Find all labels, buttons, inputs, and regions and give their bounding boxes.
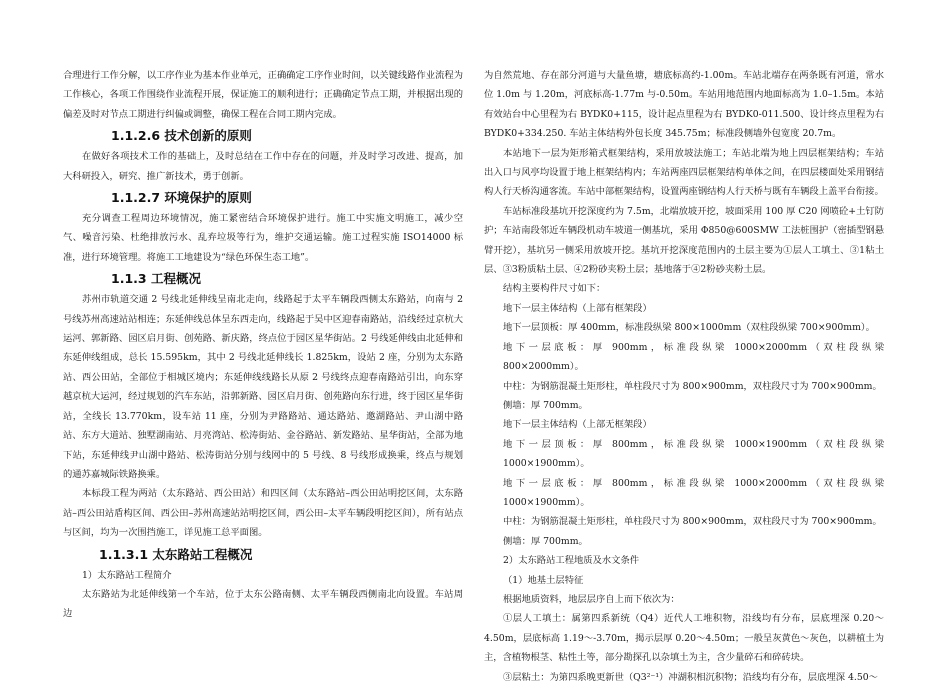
heading-innovation: 1.1.2.6 技术创新的原则 — [111, 128, 252, 144]
paragraph-dims-intro: 结构主要构件尺寸如下： — [503, 283, 606, 295]
paragraph-layer-3: ③层粘土：为第四系晚更新世（Q3²⁻¹）冲湖积相沉积物；沿线均有分布，层底埋深 4.50～ — [503, 671, 878, 683]
paragraph-intro-label: 1）太东路站工程简介 — [82, 569, 172, 581]
right-column — [484, 66, 884, 687]
paragraph-innovation: 在做好各项技术工作的基础上，及时总结在工作中存在的问题，并及时学习改进、提高，加大科研投入，研究、推广新技术，勇于创新。 — [63, 151, 463, 182]
heading-overview: 1.1.3 工程概况 — [111, 271, 201, 287]
left-column — [63, 66, 463, 624]
paragraph-geo-title: 2）太东路站工程地质及水文条件 — [503, 555, 640, 567]
paragraph-unframed-column: 中柱：为钢筋混凝土矩形柱，单柱段尺寸为 800×900mm，双柱段尺寸为 700×900mm。 — [503, 516, 882, 528]
paragraph-overview-1: 苏州市轨道交通 2 号线北延伸线呈南北走向，线路起于太平车辆段西侧太东路站，向南与 2 号线苏州高速站站相连；东延伸线总体呈东西走向，线路起于吴中区迎春南路站，沿线经过京杭大运河、郭新路、园区启月街、创苑路、新庆路，终点位于园区星华街站。2 号线延伸线由北延伸和东延伸线组成，总长 15.595km，其中 2 号线北延伸线长 1.825km，设站 2 座，分别为太东路站、西公田站，全部位于相城区境内；东延伸线线路长从原 2 号线终点迎春南路站引出，向东穿越京杭大运河，经过规划的汽车东站，沿郭新路、园区启月街、创苑路向东行进，终于园区星华街站，全线长 13.770km，设车站 11 座，分别为尹路路站、通达路站、邀湖路站、尹山湖中路站、东方大道站、独墅湖南站、月亮湾站、松涛街站、金谷路站、新发路站、星华街站，全部为地下站，东延伸线尹山湖中路站、松涛街站分别与线网中的 5 号线、8 号线形成换乘，终点与规划的通苏嘉城际铁路换乘。 — [63, 294, 463, 480]
heading-environment: 1.1.2.7 环境保护的原则 — [111, 190, 252, 206]
paragraph-geo-intro: 根据地质资料，地层层序自上而下依次为： — [503, 593, 680, 605]
paragraph-layer-1: ①层人工填土：属第四系新统（Q4）近代人工堆积物，沿线均有分布，层底埋深 0.20～4.50m，层底标高 1.19～-3.70m，揭示层厚 0.20～4.50m；一般呈灰黄色～灰色，以耕植土为主，含植物根茎、粘性土等，部分勘探孔以杂填土为主，含少量碎石和碎砖块。 — [484, 613, 884, 664]
paragraph-framed-title: 地下一层主体结构（上部有框架段） — [503, 302, 652, 314]
paragraph-intro: 太东路站为北延伸线第一个车站，位于太东公路南侧、太平车辆段西侧南北向设置。车站周边 — [63, 588, 463, 620]
paragraph-environment: 充分调查工程周边环境情况，施工紧密结合环境保护进行。施工中实施文明施工，减少空气、噪音污染、杜绝排放污水、乱弃垃圾等行为，维护交通运输。施工过程实施 ISO14000 标准，进行环境管理。将施工工地建设为“绿色环保生态工地”。 — [63, 213, 463, 263]
paragraph-framed-floor: 地下一层底板：厚 900mm，标准段纵梁 1000×2000mm（双柱段纵梁 800×2000mm）。 — [503, 341, 884, 373]
paragraph-geo-sub: （1）地基土层特征 — [503, 574, 584, 586]
paragraph-structure: 本站地下一层为矩形箱式框架结构，采用放坡法施工；车站北端为地上四层框架结构；车站出入口与风亭均设置于地上框架结构内；车站两座四层框架结构单体之间，在四层楼面处采用钢结构人行天桥沟通客流。车站中部框架结构，设置两座钢结构人行天桥与既有车辆段上盖平台衔接。 — [484, 147, 884, 198]
paragraph-unframed-wall: 侧墙：厚 700mm。 — [503, 535, 588, 547]
paragraph-framed-wall: 侧墙：厚 700mm。 — [503, 399, 588, 411]
heading-taidong-station: 1.1.3.1 太东路站工程概况 — [99, 546, 253, 562]
paragraph-work-plan: 合理进行工作分解，以工序作业为基本作业单元，正确确定工序作业时间，以关键线路作业流程为工作核心，各项工作围绕作业流程开展，保证施工的顺利进行；正确确定节点工期，并根据出现的偏差及时对节点工期进行纠偏或调整，确保工程在合同工期内完成。 — [63, 70, 463, 120]
paragraph-unframed-roof: 地下一层顶板：厚 800mm，标准段纵梁 1000×1900mm（双柱段纵梁 1000×1900mm）。 — [503, 438, 884, 470]
paragraph-overview-2: 本标段工程为两站（太东路站、西公田站）和四区间（太东路站–西公田站明挖区间，太东路站–西公田站盾构区间、西公田–苏州高速站站明挖区间，西公田–太平车辆段明挖区间），所有站点与区间，均为一次围挡施工，详见施工总平面图。 — [63, 488, 463, 539]
paragraph-pit: 车站标准段基坑开挖深度约为 7.5m，北端放坡开挖，坡面采用 100 厚 C20 网喷砼+土钉防护；车站南段邻近车辆段机动车坡道一侧基坑，采用 Φ850@600SMW 工法桩围护（密插型钢悬臂开挖），基坑另一侧采用放坡开挖。基坑开挖深度范围内的土层主要为①层人工填土、③1粘土层、③3粉质粘土层、④2粉砂夹粉土层；基地落于④2粉砂夹粉土层。 — [484, 205, 884, 276]
paragraph-framed-column: 中柱：为钢筋混凝土矩形柱，单柱段尺寸为 800×900mm，双柱段尺寸为 700×900mm。 — [503, 380, 882, 392]
paragraph-unframed-title: 地下一层主体结构（上部无框架段） — [503, 419, 652, 431]
paragraph-site: 为自然荒地、存在部分河道与大量鱼塘，塘底标高约-1.00m。车站北端存在两条既有河道，常水位 1.0m 与 1.20m，河底标高-1.77m 与-0.50m。车站用地范围内地面标高为 1.0–1.5m。本站有效站台中心里程为右 BYDK0+115，设计起点里程为右 BYDK0-011.500、设计终点里程为右 BYDK0+334.250. 车站主体结构外包长度 345.75m；标准段侧墙外包宽度 20.7m。 — [484, 70, 884, 140]
paragraph-unframed-floor: 地下一层底板：厚 800mm，标准段纵梁 1000×2000mm（双柱段纵梁 1000×1900mm）。 — [503, 477, 884, 508]
paragraph-framed-roof: 地下一层顶板：厚 400mm，标准段纵梁 800×1000mm（双柱段纵梁 700×900mm）。 — [503, 322, 875, 334]
